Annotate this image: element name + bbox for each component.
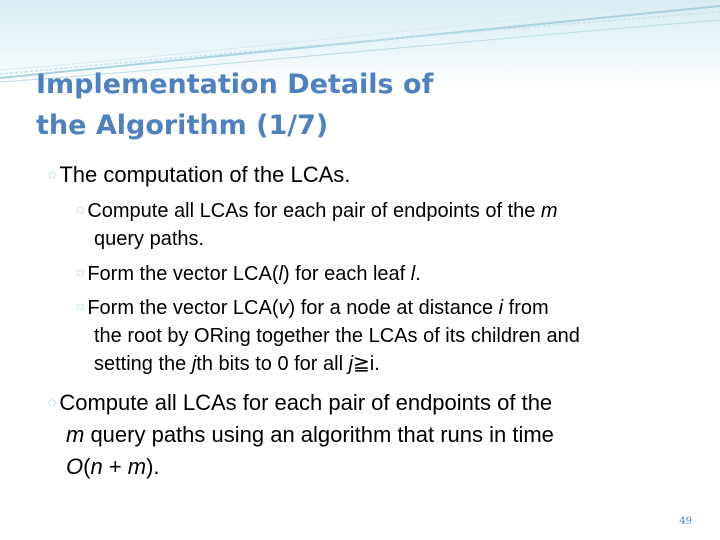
bullet-text: ) for each leaf xyxy=(282,263,411,285)
bullet-icon: ◌ xyxy=(48,394,57,410)
text-run: + xyxy=(102,454,128,479)
math-variable: l xyxy=(278,263,283,285)
bullet-text-continued: query paths. xyxy=(94,228,205,250)
text-run: ≧i. xyxy=(353,353,380,375)
math-variable: O xyxy=(66,454,84,479)
bullet-text: ) for a node at distance xyxy=(288,297,499,319)
text-run: ( xyxy=(83,454,91,479)
math-variable: i xyxy=(498,297,504,319)
math-variable: j xyxy=(191,353,197,375)
bullet-text: Form the vector LCA( xyxy=(87,297,279,319)
bullet-level2-item xyxy=(76,195,676,253)
math-variable: m xyxy=(66,422,85,447)
bullet-text-continued xyxy=(76,350,676,378)
math-variable: m xyxy=(540,200,558,222)
bullet-icon: ◌ xyxy=(48,166,57,182)
title-line-1: Implementation Details of xyxy=(36,69,434,100)
bullet-icon: ◌ xyxy=(76,264,85,280)
math-variable: v xyxy=(278,297,289,319)
bullet-text: The computation of the LCAs. xyxy=(59,162,351,187)
text-run: ). xyxy=(146,454,160,479)
bullet-icon: ◌ xyxy=(76,298,85,314)
page-number: 49 xyxy=(679,516,692,527)
slide-title xyxy=(36,64,676,146)
bullet-text: Form the vector LCA( xyxy=(87,263,279,285)
bullet-text: Compute all LCAs for each pair of endpoints of the xyxy=(87,200,541,222)
bullet-level2-item xyxy=(76,258,676,288)
bullet-text: from xyxy=(503,297,549,319)
text-run: query paths using an algorithm that runs in time xyxy=(84,422,554,447)
math-variable: n xyxy=(90,454,103,479)
bullet-text-continued xyxy=(48,451,688,483)
text-run: th bits to 0 for all xyxy=(196,353,349,375)
bullet-text-continued: the root by ORing together the LCAs of its children and xyxy=(94,325,580,347)
math-variable: j xyxy=(348,353,354,375)
bullet-level1-item xyxy=(48,158,688,191)
bullet-icon: ◌ xyxy=(76,201,85,217)
text-run: setting the xyxy=(94,353,192,375)
bullet-text: Compute all LCAs for each pair of endpoints of the xyxy=(59,390,553,415)
bullet-level1-item xyxy=(48,386,688,483)
math-variable: l xyxy=(410,263,416,285)
title-line-2: the Algorithm (1/7) xyxy=(36,110,329,141)
bullet-text-continued xyxy=(48,419,688,451)
math-variable: m xyxy=(127,454,147,479)
bullet-text: . xyxy=(415,263,421,285)
bullet-level2-item xyxy=(76,292,676,378)
